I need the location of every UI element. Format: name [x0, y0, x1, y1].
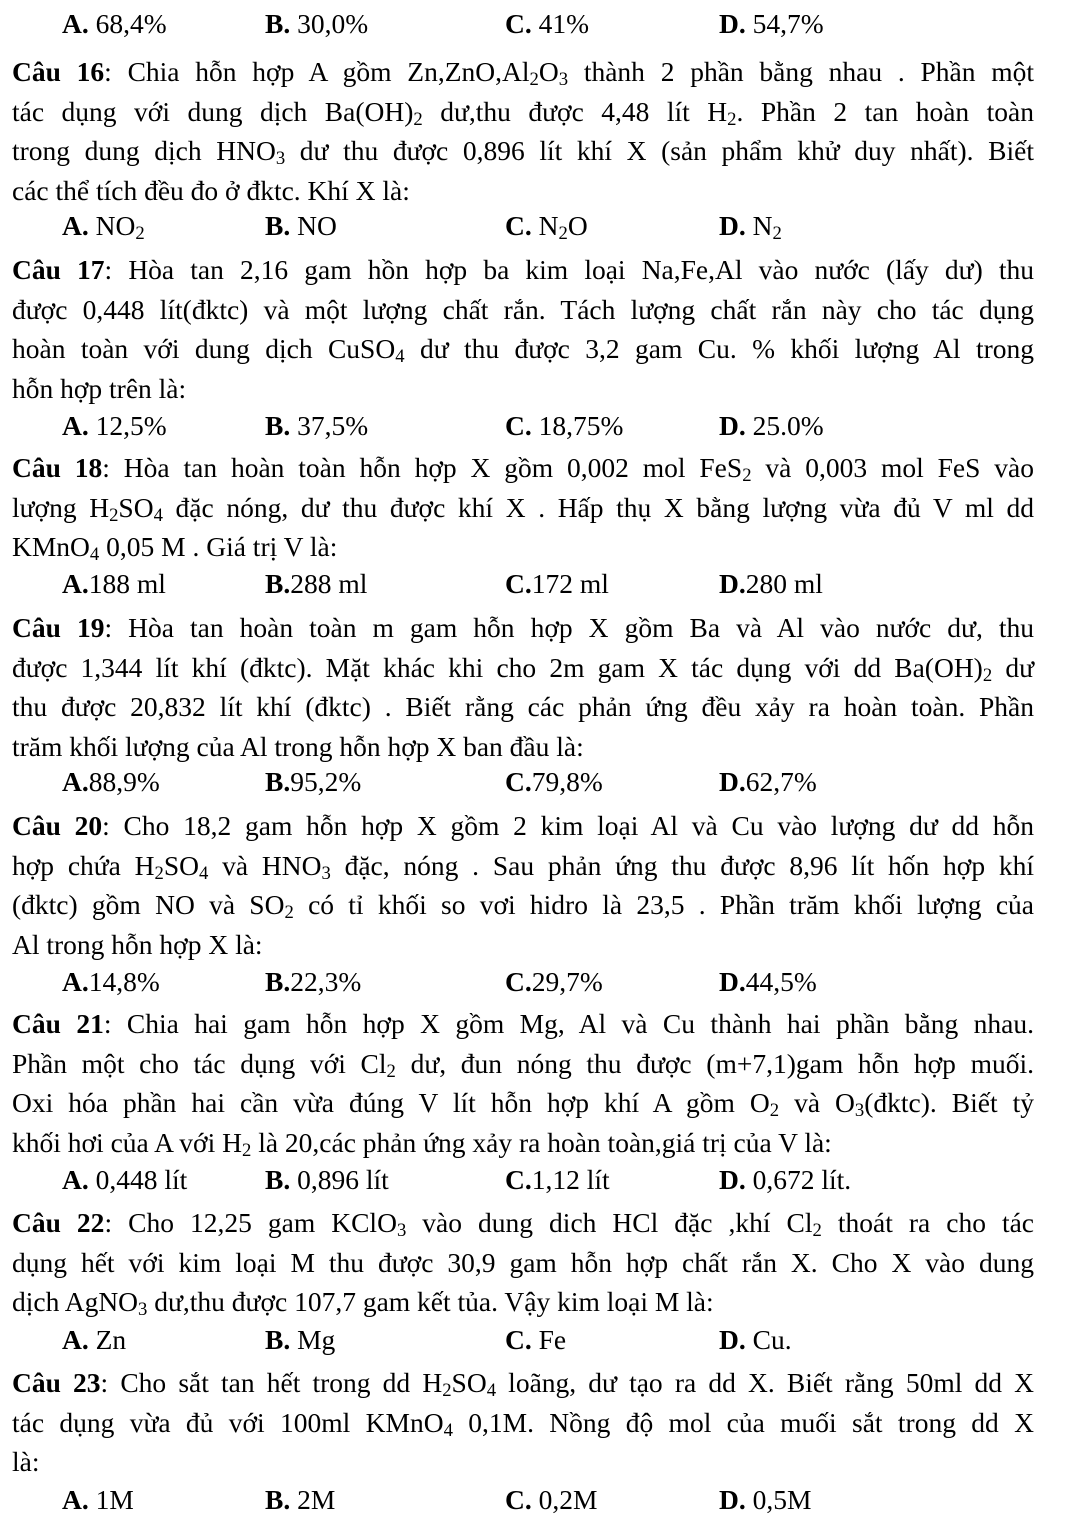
q17-option-c[interactable]: C. 18,75% — [505, 410, 624, 441]
q15-option-a[interactable]: A. 68,4% — [62, 8, 167, 39]
q21-stem: Câu 21: Chia hai gam hỗn hợp X gồm Mg, Al và Cu thành hai phần bằng nhau. Phần một cho tác dụng với $Cl_2$ dư, đun nóng thu được (m+7,1)gam hỗn hợp muối. Oxi hóa phần hai cần vừa đúng V lít hỗn hợp khí A gồm $O_2$ và $O_3(đktc)$. Biết tỷ khối hơi của A với $H_2$ là 20,các phản ứng xảy ra hoàn toàn,giá trị của V là: — [12, 1008, 1035, 1161]
q18-stem: Câu 18: Hòa tan hoàn toàn hỗn hợp X gồm 0,002 mol FeS$_2$ và 0,003 mol FeS vào lượng $H_2SO_4$ đặc nóng, dư thu được khí X . Hấp thụ X bằng lượng vừa đủ V ml dd KMnO$_4$ 0,05 M . Giá trị V là: — [12, 452, 1034, 566]
q20-option-d[interactable]: D.44,5% — [719, 966, 817, 997]
q16-option-d[interactable]: D. $N_2$ — [719, 210, 782, 245]
q17-options — [12, 406, 1042, 446]
q23-options — [12, 1480, 1042, 1520]
q20-stem: Câu 20: Cho 18,2 gam hỗn hợp X gồm 2 kim loại Al và Cu vào lượng dư dd hỗn hợp chứa $H_2SO_4$ và $HNO_3$ đặc, nóng . Sau phản ứng thu được 8,96 lít hốn hợp khí (đktc) gồm NO và $SO_2$ có tỉ khối so vơi hidro là 23,5 . Phần trăm khối lượng của Al trong hỗn hợp X là: — [12, 810, 1035, 960]
q22-options — [12, 1320, 1042, 1360]
q20-option-b[interactable]: B.22,3% — [265, 966, 362, 997]
q16-option-b[interactable]: B. NO — [265, 210, 337, 241]
q20-option-a[interactable]: A.14,8% — [62, 966, 160, 997]
q23-option-d[interactable]: D. 0,5M — [719, 1484, 812, 1515]
q22-option-b[interactable]: B. Mg — [265, 1324, 336, 1355]
q17-option-a[interactable]: A. 12,5% — [62, 410, 167, 441]
q21-option-a[interactable]: A. 0,448 lít — [62, 1164, 188, 1195]
q19-stem: Câu 19: Hòa tan hoàn toàn m gam hỗn hợp X gồm Ba và Al vào nước dư, thu được 1,344 lít khí (đktc). Mặt khác khi cho 2m gam X tác dụng với dd $Ba(OH)_2$ dư thu được 20,832 lít khí (đktc) . Biết rằng các phản ứng đều xảy ra hoàn toàn. Phần trăm khối lượng của Al trong hỗn hợp X ban đầu là: — [12, 612, 1035, 762]
q22-option-c[interactable]: C. Fe — [505, 1324, 567, 1355]
q21-option-c[interactable]: C.1,12 lít — [505, 1164, 610, 1195]
q21-options — [12, 1160, 1042, 1200]
q21-option-b[interactable]: B. 0,896 lít — [265, 1164, 389, 1195]
q23-option-b[interactable]: B. 2M — [265, 1484, 336, 1515]
q20-options — [12, 962, 1042, 1002]
q22-option-a[interactable]: A. Zn — [62, 1324, 127, 1355]
q15-option-b[interactable]: B. 30,0% — [265, 8, 369, 39]
q22-stem: Câu 22: Cho 12,25 gam KClO$_3$ vào dung dich HCl đặc ,khí $Cl_2$ thoát ra cho tác dụng hết với kim loại M thu được 30,9 gam hỗn hợp chất rắn X. Cho X vào dung dịch AgNO$_3$ dư,thu được 107,7 gam kết tủa. Vậy kim loại M là: — [12, 1207, 1035, 1321]
q15-option-c[interactable]: C. 41% — [505, 8, 590, 39]
q15-option-d[interactable]: D. 54,7% — [719, 8, 824, 39]
q19-option-a[interactable]: A.88,9% — [62, 766, 160, 797]
q16-options — [12, 206, 1042, 246]
q23-option-c[interactable]: C. 0,2M — [505, 1484, 598, 1515]
q17-stem: Câu 17: Hòa tan 2,16 gam hồn hợp ba kim loại Na,Fe,Al vào nước (lấy dư) thu được 0,448 lít(đktc) và một lượng chất rắn. Tách lượng chất rắn này cho tác dụng hoàn toàn với dung dịch CuSO$_4$ dư thu được 3,2 gam Cu. % khối lượng Al trong hỗn hợp trên là: — [12, 254, 1035, 404]
q17-option-b[interactable]: B. 37,5% — [265, 410, 369, 441]
q16-option-c[interactable]: C. $N_2O$ — [505, 210, 588, 245]
q18-option-c[interactable]: C.172 ml — [505, 568, 609, 599]
q23-stem: Câu 23: Cho sắt tan hết trong dd $H_2SO_4$ loãng, dư tạo ra dd X. Biết rằng 50ml dd X tác dụng vừa đủ với 100ml KMnO$_4$ 0,1M. Nồng độ mol của muối sắt trong dd X là: — [12, 1367, 1034, 1477]
q19-option-c[interactable]: C.79,8% — [505, 766, 603, 797]
q18-option-d[interactable]: D.280 ml — [719, 568, 823, 599]
q19-option-d[interactable]: D.62,7% — [719, 766, 817, 797]
q22-option-d[interactable]: D. Cu. — [719, 1324, 792, 1355]
q16-option-a[interactable]: A. $NO_2$ — [62, 210, 145, 245]
q16-stem: Câu 16: Chia hỗn hợp A gồm $Zn,ZnO,Al_2O_3$ thành 2 phần bằng nhau . Phần một tác dụng với dung dịch $Ba(OH)_2$ dư,thu được 4,48 lít $H_2$. Phần 2 tan hoàn toàn trong dung dịch $HNO_3$ dư thu được 0,896 lít khí X (sản phẩm khử duy nhất). Biết các thể tích đều đo ở đktc. Khí X là: — [12, 56, 1035, 206]
q15-options — [12, 4, 1042, 44]
q18-options — [12, 564, 1042, 604]
q23-option-a[interactable]: A. 1M — [62, 1484, 134, 1515]
q17-option-d[interactable]: D. 25.0% — [719, 410, 824, 441]
q18-option-a[interactable]: A.188 ml — [62, 568, 166, 599]
q21-option-d[interactable]: D. 0,672 lít. — [719, 1164, 852, 1195]
q20-option-c[interactable]: C.29,7% — [505, 966, 603, 997]
q19-options — [12, 762, 1042, 802]
q19-option-b[interactable]: B.95,2% — [265, 766, 362, 797]
q18-option-b[interactable]: B.288 ml — [265, 568, 368, 599]
